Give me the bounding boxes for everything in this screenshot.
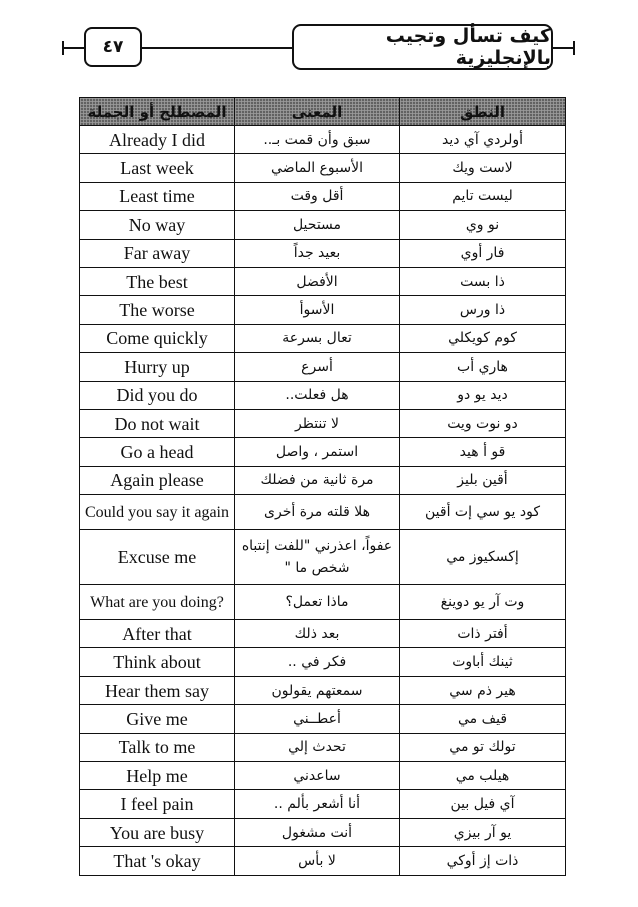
pronunciation-cell: أفتر ذات bbox=[400, 620, 566, 648]
term-cell: Already I did bbox=[80, 126, 235, 154]
pronunciation-cell: نو وي bbox=[400, 211, 566, 239]
pronunciation-cell: هيلب مي bbox=[400, 762, 566, 790]
meaning-cell: سمعتهم يقولون bbox=[235, 676, 400, 704]
table-row bbox=[80, 585, 566, 620]
term-cell: Least time bbox=[80, 182, 235, 210]
table-row bbox=[80, 620, 566, 648]
pronunciation-cell: أقين بليز bbox=[400, 466, 566, 494]
term-cell: No way bbox=[80, 211, 235, 239]
table-row bbox=[80, 267, 566, 295]
pronunciation-cell: ذا ورس bbox=[400, 296, 566, 324]
pronunciation-cell: يو آر بيزي bbox=[400, 818, 566, 846]
table-row bbox=[80, 818, 566, 846]
pronunciation-cell: كوم كويكلي bbox=[400, 324, 566, 352]
pronunciation-cell: ثينك أباوت bbox=[400, 648, 566, 676]
pronunciation-cell: تولك تو مي bbox=[400, 733, 566, 761]
header-term: المصطلح أو الجملة bbox=[80, 98, 235, 126]
table-row bbox=[80, 126, 566, 154]
term-cell: I feel pain bbox=[80, 790, 235, 818]
meaning-cell: ماذا تعمل؟ bbox=[235, 585, 400, 620]
meaning-cell: ساعدني bbox=[235, 762, 400, 790]
table-row bbox=[80, 790, 566, 818]
pronunciation-cell: آي فيل بين bbox=[400, 790, 566, 818]
chapter-title: كيف تسأل وتجيب بالإنجليزية bbox=[292, 24, 553, 70]
meaning-cell: استمر ، واصل bbox=[235, 438, 400, 466]
meaning-cell: هل فعلت.. bbox=[235, 381, 400, 409]
meaning-cell: أنا أشعر بألم .. bbox=[235, 790, 400, 818]
term-cell: The best bbox=[80, 267, 235, 295]
meaning-cell: سبق وأن قمت بـ.. bbox=[235, 126, 400, 154]
meaning-cell: الأسوأ bbox=[235, 296, 400, 324]
meaning-cell: تعال بسرعة bbox=[235, 324, 400, 352]
header-rule-end-right bbox=[573, 41, 575, 55]
term-cell: After that bbox=[80, 620, 235, 648]
pronunciation-cell: هاري أب bbox=[400, 353, 566, 381]
table-row bbox=[80, 676, 566, 704]
table-row bbox=[80, 762, 566, 790]
meaning-cell: لا تنتظر bbox=[235, 409, 400, 437]
pronunciation-cell: ذات إز أوكي bbox=[400, 847, 566, 875]
pronunciation-cell: قيف مي bbox=[400, 705, 566, 733]
vocabulary-table bbox=[79, 97, 566, 876]
page-header bbox=[0, 0, 638, 80]
term-cell: Hear them say bbox=[80, 676, 235, 704]
table-row bbox=[80, 847, 566, 875]
pronunciation-cell: لاست ويك bbox=[400, 154, 566, 182]
header-rule-left bbox=[62, 47, 84, 49]
meaning-cell: الأفضل bbox=[235, 267, 400, 295]
table-row bbox=[80, 324, 566, 352]
meaning-cell: مستحيل bbox=[235, 211, 400, 239]
table-row bbox=[80, 648, 566, 676]
table-row bbox=[80, 182, 566, 210]
table-row bbox=[80, 211, 566, 239]
meaning-cell: أقل وقت bbox=[235, 182, 400, 210]
term-cell: Help me bbox=[80, 762, 235, 790]
term-cell: Hurry up bbox=[80, 353, 235, 381]
pronunciation-cell: ذا بست bbox=[400, 267, 566, 295]
pronunciation-cell: ديد يو دو bbox=[400, 381, 566, 409]
term-cell: Come quickly bbox=[80, 324, 235, 352]
table-row bbox=[80, 495, 566, 530]
term-cell: Talk to me bbox=[80, 733, 235, 761]
header-rule-right bbox=[553, 47, 575, 49]
term-cell: Far away bbox=[80, 239, 235, 267]
meaning-cell: لا بأس bbox=[235, 847, 400, 875]
meaning-cell: بعد ذلك bbox=[235, 620, 400, 648]
table-row bbox=[80, 353, 566, 381]
page-number: ٤٧ bbox=[84, 27, 142, 67]
term-cell: Do not wait bbox=[80, 409, 235, 437]
term-cell: Excuse me bbox=[80, 530, 235, 585]
term-cell: Give me bbox=[80, 705, 235, 733]
table-header-row bbox=[80, 98, 566, 126]
header-meaning: المعنى bbox=[235, 98, 400, 126]
term-cell: The worse bbox=[80, 296, 235, 324]
term-cell: Could you say it again bbox=[80, 495, 235, 530]
term-cell: Again please bbox=[80, 466, 235, 494]
pronunciation-cell: أولردي آي ديد bbox=[400, 126, 566, 154]
meaning-cell: تحدث إلي bbox=[235, 733, 400, 761]
meaning-cell: فكر في .. bbox=[235, 648, 400, 676]
meaning-cell: مرة ثانية من فضلك bbox=[235, 466, 400, 494]
term-cell: Did you do bbox=[80, 381, 235, 409]
pronunciation-cell: إكسكيوز مي bbox=[400, 530, 566, 585]
table-row bbox=[80, 409, 566, 437]
meaning-cell: أسرع bbox=[235, 353, 400, 381]
meaning-cell: أنت مشغول bbox=[235, 818, 400, 846]
meaning-cell: هلا قلته مرة أخرى bbox=[235, 495, 400, 530]
meaning-cell: بعيد جداً bbox=[235, 239, 400, 267]
pronunciation-cell: دو نوت ويت bbox=[400, 409, 566, 437]
table-row bbox=[80, 466, 566, 494]
table-row bbox=[80, 296, 566, 324]
table-row bbox=[80, 154, 566, 182]
term-cell: Last week bbox=[80, 154, 235, 182]
pronunciation-cell: كود يو سي إت أقين bbox=[400, 495, 566, 530]
term-cell: Think about bbox=[80, 648, 235, 676]
pronunciation-cell: هير ذم سي bbox=[400, 676, 566, 704]
meaning-cell: أعطــني bbox=[235, 705, 400, 733]
table-row bbox=[80, 733, 566, 761]
meaning-cell: عفواً، اعذرني "للفت إنتباه شخص ما " bbox=[235, 530, 400, 585]
header-pronunciation: النطق bbox=[400, 98, 566, 126]
term-cell: You are busy bbox=[80, 818, 235, 846]
table-row bbox=[80, 438, 566, 466]
pronunciation-cell: قو أ هيد bbox=[400, 438, 566, 466]
pronunciation-cell: وت آر يو دوينغ bbox=[400, 585, 566, 620]
table-row bbox=[80, 530, 566, 585]
table-row bbox=[80, 705, 566, 733]
term-cell: Go a head bbox=[80, 438, 235, 466]
header-rule-middle bbox=[142, 47, 292, 49]
pronunciation-cell: ليست تايم bbox=[400, 182, 566, 210]
table-row bbox=[80, 239, 566, 267]
pronunciation-cell: فار أوي bbox=[400, 239, 566, 267]
term-cell: What are you doing? bbox=[80, 585, 235, 620]
term-cell: That 's okay bbox=[80, 847, 235, 875]
table-row bbox=[80, 381, 566, 409]
meaning-cell: الأسبوع الماضي bbox=[235, 154, 400, 182]
